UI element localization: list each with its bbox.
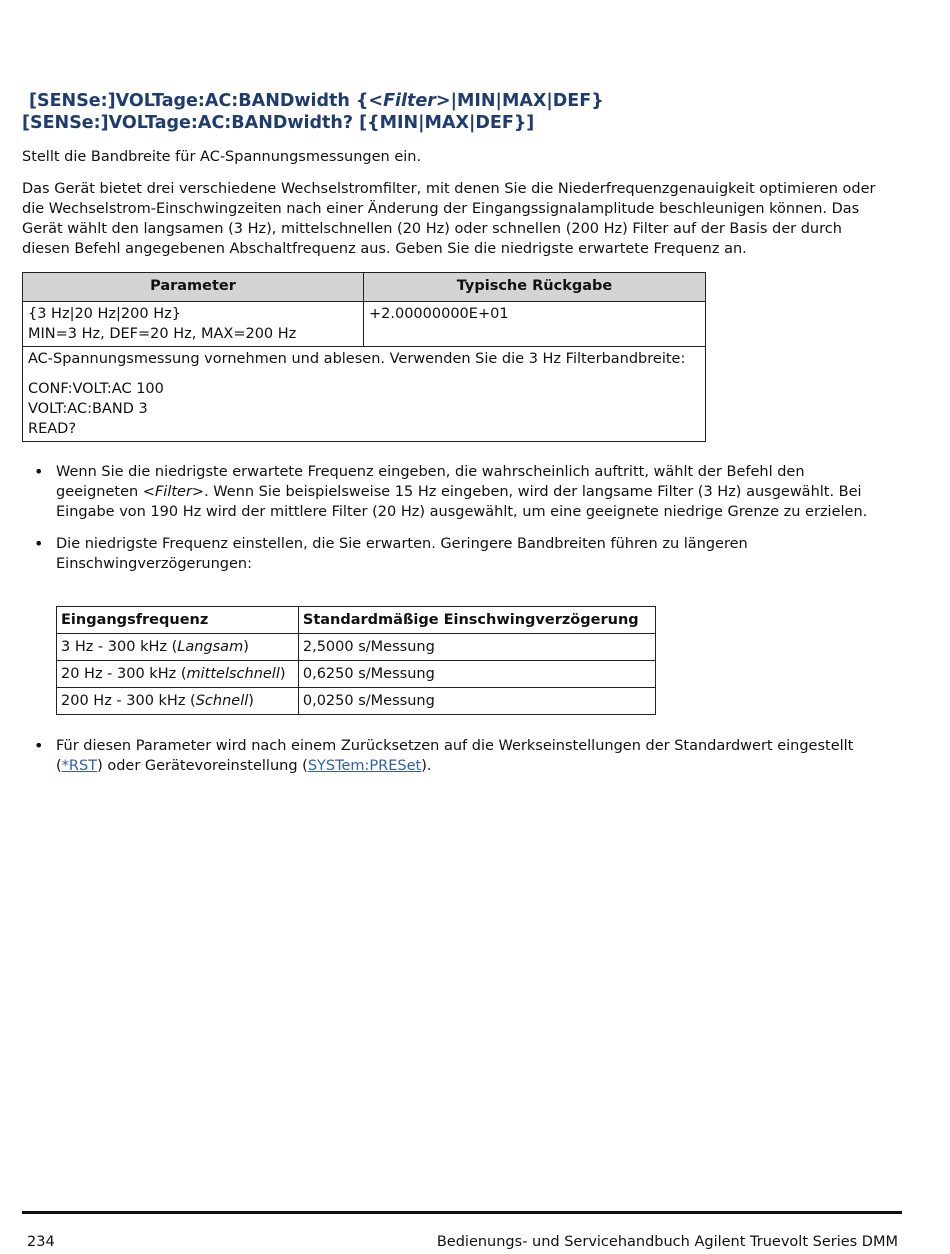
intro-text: Stellt die Bandbreite für AC-Spannungsmessungen ein.: [22, 149, 422, 165]
header-typical-return: Typische Rückgabe: [364, 273, 706, 302]
settling-delay-table: [56, 606, 656, 715]
manual-title: Bedienungs- und Servicehandbuch Agilent Truevolt Series DMM: [436, 1234, 898, 1250]
example-cell: AC-Spannungsmessung vornehmen und ablesen. Verwenden Sie die 3 Hz Filterbandbreite: CONF:VOLT:AC 100 VOLT:AC:BAND 3 READ?: [23, 347, 706, 442]
query-syntax: [SENSe:]VOLTage:AC:BANDwidth? [{MIN|MAX|DEF}]: [22, 113, 535, 133]
note-filter-selection: • Wenn Sie die niedrigste erwartete Frequenz eingeben, die wahrscheinlich auftritt, wählt der Befehl den geeigneten <Filter>. Wenn Sie beispielsweise 15 Hz eingeben, wird der langsame Filter (3 Hz) ausgewählt. Bei Eingabe von 190 Hz wird der mittlere Filter (20 Hz) ausgewählt, um eine geeignete niedrige Grenze zu erzielen.: [22, 462, 902, 522]
system-preset-link[interactable]: SYSTem:PRESet: [307, 758, 422, 774]
footer-rule: [22, 1211, 902, 1214]
note-default-value: • Für diesen Parameter wird nach einem Zurücksetzen auf die Werkseinstellungen der Standardwert eingestellt (*RST) oder Gerätevoreinstellung (SYSTem:PRESet).: [22, 736, 902, 776]
description-paragraph: Das Gerät bietet drei verschiedene Wechselstromfilter, mit denen Sie die Niederfrequenzgenauigkeit optimieren oder die Wechselstrom-Einschwingzeiten nach einer Änderung der Eingangssignalamplitude beschleunigen können. Das Gerät wählt den langsamen (3 Hz), mittelschnellen (20 Hz) oder schnellen (200 Hz) Filter auf der Basis der durch diesen Befehl angegebenen Abschaltfrequenz aus. Geben Sie die niedrigste erwartete Frequenz an.: [22, 181, 876, 257]
return-cell: +2.00000000E+01: [364, 302, 706, 347]
command-syntax: [SENSe:]VOLTage:AC:BANDwidth {<Filter>|MIN|MAX|DEF}: [29, 91, 604, 111]
rst-link[interactable]: *RST: [61, 758, 98, 774]
table-row: 20 Hz - 300 kHz (mittelschnell) 0,6250 s/Messung: [57, 661, 656, 688]
header-input-frequency: Eingangsfrequenz: [57, 607, 299, 634]
command-heading: [22, 90, 902, 134]
header-parameter: Parameter: [23, 273, 364, 302]
parameter-cell: {3 Hz|20 Hz|200 Hz} MIN=3 Hz, DEF=20 Hz, MAX=200 Hz: [23, 302, 364, 347]
note-lowest-frequency: • Die niedrigste Frequenz einstellen, die Sie erwarten. Geringere Bandbreiten führen zu längeren Einschwingverzögerungen:: [22, 534, 902, 574]
header-settling-delay: Standardmäßige Einschwingverzögerung: [298, 607, 655, 634]
table-row: 3 Hz - 300 kHz (Langsam) 2,5000 s/Messung: [57, 634, 656, 661]
example-code: CONF:VOLT:AC 100 VOLT:AC:BAND 3 READ?: [28, 381, 164, 437]
parameter-table: [22, 272, 706, 442]
table-row: 200 Hz - 300 kHz (Schnell) 0,0250 s/Messung: [57, 688, 656, 715]
page-number: 234: [27, 1234, 55, 1250]
